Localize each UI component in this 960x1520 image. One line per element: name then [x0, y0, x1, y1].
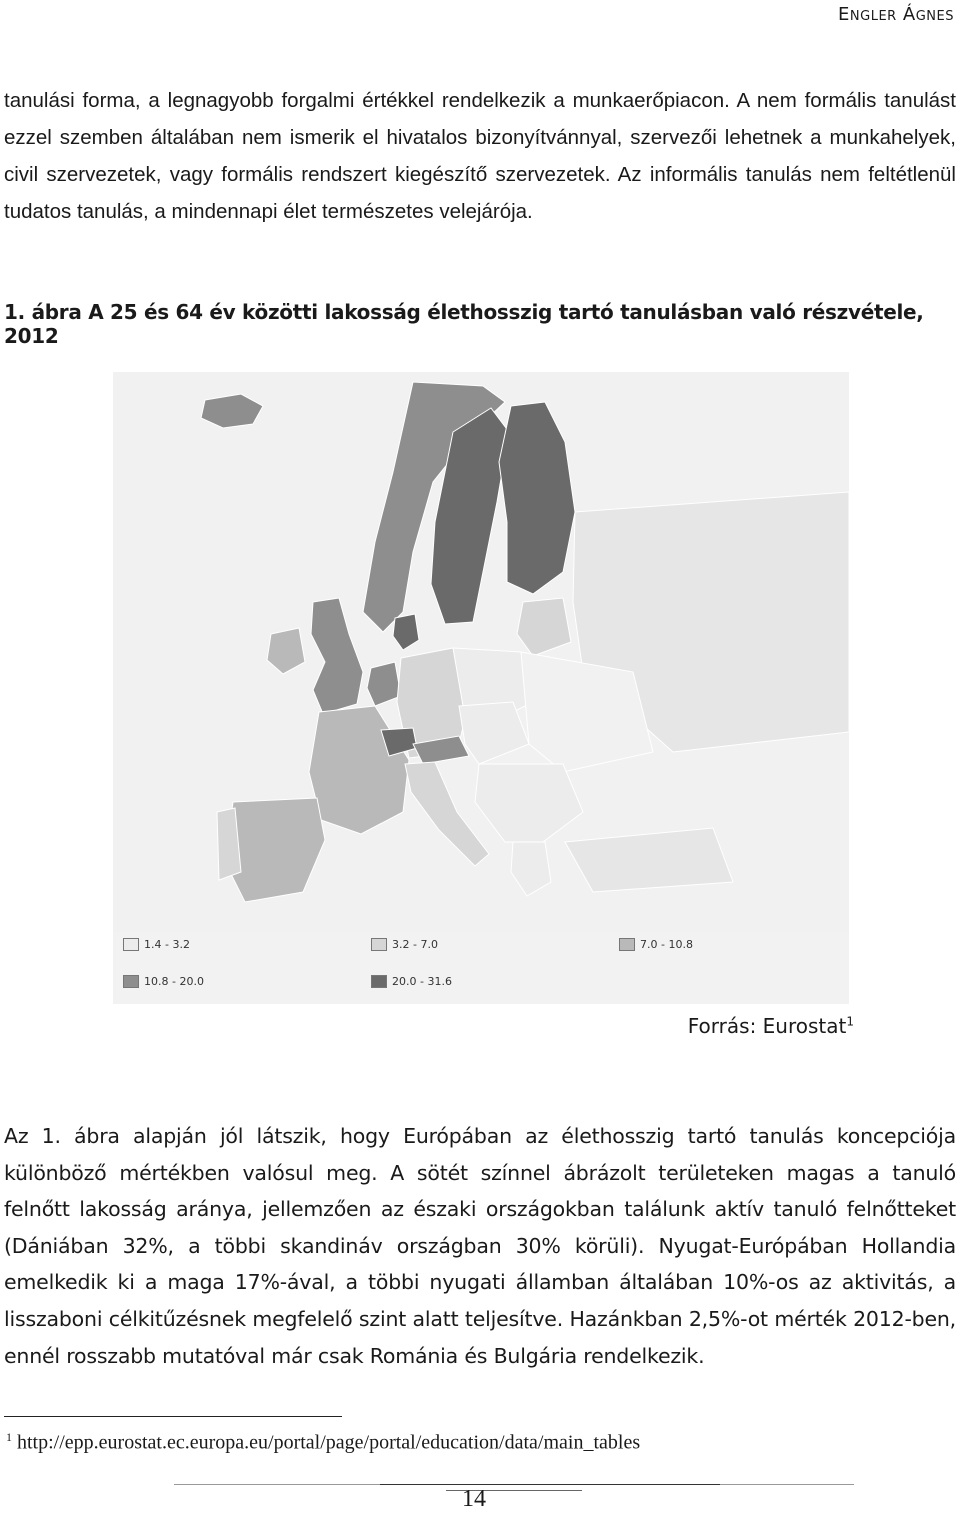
- footnote-url: http://epp.eurostat.ec.europa.eu/portal/page/portal/education/data/main_tables: [17, 1431, 641, 1454]
- map-graphic: [113, 372, 849, 1004]
- legend-item-5: [371, 975, 452, 988]
- legend-swatch: [123, 975, 139, 988]
- figure-caption: 1. ábra A 25 és 64 év közötti lakosság élethosszig tartó tanulásban való részvétele, 2012: [4, 300, 924, 348]
- legend-swatch: [619, 938, 635, 951]
- legend-label: 7.0 - 10.8: [640, 938, 693, 951]
- body-paragraph-1: tanulási forma, a legnagyobb forgalmi értékkel rendelkezik a munkaerőpiacon. A nem formális tanulást ezzel szemben általában nem ismerik el hivatalos bizonyítvánnyal, szervezői lehetnek a munkahelyek, civil szervezetek, vagy formális rendszert kiegészítő szervezetek. Az informális tanulás nem feltétlenül tudatos tanulás, a mindennapi élet természetes velejárója.: [4, 89, 956, 223]
- page-number: 14: [462, 1486, 486, 1512]
- footnote-separator: [4, 1416, 342, 1417]
- legend-swatch: [371, 975, 387, 988]
- footer-rule-dark: [380, 1484, 720, 1485]
- figure-source: [688, 1014, 854, 1038]
- source-label: Forrás: Eurostat: [687, 1014, 847, 1038]
- legend-item-4: [123, 975, 204, 988]
- legend-swatch: [123, 938, 139, 951]
- footnote-number: 1: [6, 1430, 12, 1444]
- legend-label: 1.4 - 3.2: [144, 938, 190, 951]
- legend-item-2: [371, 938, 438, 951]
- body-paragraph-2: Az 1. ábra alapján jól látszik, hogy Európában az élethosszig tartó tanulás koncepciója különböző mértékben valósul meg. A sötét színnel ábrázolt területeken magas a tanuló felnőtt lakosság aránya, jellemzően az északi országokban találunk aktív tanuló felnőtteket (Dániában 32%, a többi skandináv országban 30% körüli). Nyugat-Európában Hollandia emelkedik ki a maga 17%-ával, a többi nyugati államban általában 10%-os az aktivitás, a lisszaboni célkitűzésnek megfelelő szint alatt teljesítve. Hazánkban 2,5%-ot mérték 2012-ben, ennél rosszabb mutatóval már csak Románia és Bulgária rendelkezik.: [4, 1124, 956, 1368]
- legend-label: 20.0 - 31.6: [392, 975, 452, 988]
- europe-choropleth-map: [113, 372, 849, 1004]
- legend-item-3: [619, 938, 693, 951]
- footnote: [6, 1430, 640, 1455]
- legend-item-1: [123, 938, 190, 951]
- source-footnote-ref: 1: [846, 1014, 854, 1029]
- legend-label: 10.8 - 20.0: [144, 975, 204, 988]
- running-header: Engler Ágnes: [838, 4, 954, 25]
- legend-label: 3.2 - 7.0: [392, 938, 438, 951]
- legend-swatch: [371, 938, 387, 951]
